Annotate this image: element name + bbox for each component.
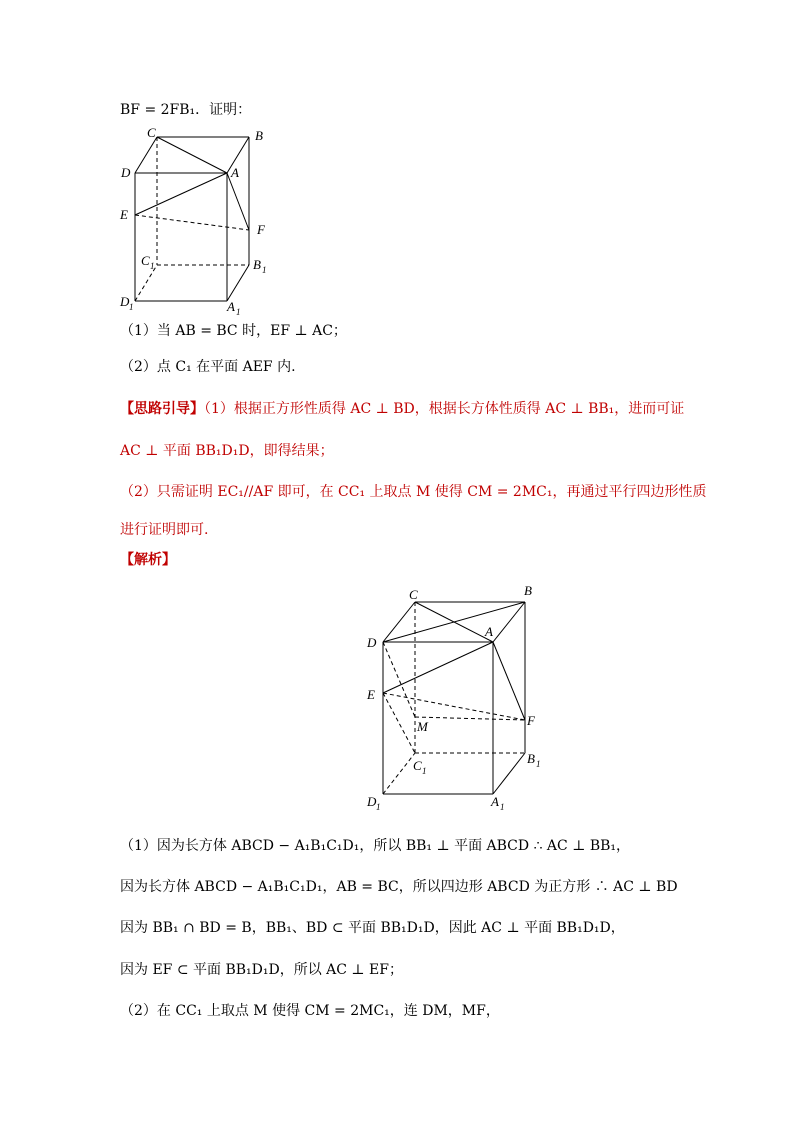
fig2-label-d: D xyxy=(367,635,377,650)
solution-line-2: 因为长方体 ABCD − A₁B₁C₁D₁，AB = BC，所以四边形 ABCD 为正方形 ∴ AC ⊥ BD xyxy=(120,879,678,895)
header-line: BF = 2FB₁．证明： xyxy=(120,102,252,118)
hint-line-1: 【思路引导】（1）根据正方形性质得 AC ⊥ BD，根据长方体性质得 AC ⊥ BB₁，进而可证 xyxy=(120,401,685,417)
fig1-label-a: A xyxy=(231,165,239,180)
fig2-label-e: E xyxy=(367,687,375,702)
figure-1 xyxy=(115,125,275,315)
fig2-label-c: C xyxy=(409,587,418,602)
fig2-label-f: F xyxy=(527,713,535,728)
solution-line-4: 因为 EF ⊂ 平面 BB₁D₁D，所以 AC ⊥ EF； xyxy=(120,962,403,978)
fig2-label-m: M xyxy=(417,719,428,734)
svg-text:1: 1 xyxy=(262,265,267,275)
svg-text:1: 1 xyxy=(500,802,505,812)
solution-line-3: 因为 BB₁ ∩ BD = B，BB₁、BD ⊂ 平面 BB₁D₁D，因此 AC ⊥ 平面 BB₁D₁D， xyxy=(120,920,625,936)
svg-text:1: 1 xyxy=(536,759,541,769)
fig1-label-a1: A xyxy=(227,299,235,314)
fig2-label-b: B xyxy=(524,583,532,598)
fig1-label-d1: D xyxy=(120,294,130,309)
fig1-label-b: B xyxy=(255,128,263,143)
fig1-label-d: D xyxy=(121,165,131,180)
svg-text:1: 1 xyxy=(129,302,134,312)
svg-text:1: 1 xyxy=(150,261,155,271)
hint-line-2: AC ⊥ 平面 BB₁D₁D，即得结果； xyxy=(120,443,334,459)
hint-tag: 【思路引导】 xyxy=(120,401,204,417)
hint-line-3: （2）只需证明 EC₁//AF 即可，在 CC₁ 上取点 M 使得 CM = 2MC₁，再通过平行四边形性质 xyxy=(120,484,707,500)
fig1-label-b1: B xyxy=(253,257,261,272)
figure-2 xyxy=(355,578,555,818)
svg-text:1: 1 xyxy=(422,766,427,776)
fig2-label-a1: A xyxy=(491,794,499,809)
fig2-label-d1: D xyxy=(367,794,377,809)
fig1-label-f: F xyxy=(257,222,265,237)
question-1: （1）当 AB = BC 时，EF ⊥ AC； xyxy=(120,323,347,339)
solution-line-5: （2）在 CC₁ 上取点 M 使得 CM = 2MC₁，连 DM，MF， xyxy=(120,1003,500,1019)
svg-text:1: 1 xyxy=(236,307,241,315)
question-2: （2）点 C₁ 在平面 AEF 内. xyxy=(120,359,296,375)
fig2-label-c1: C xyxy=(413,758,422,773)
svg-text:1: 1 xyxy=(376,802,381,812)
fig2-label-a: A xyxy=(485,624,493,639)
fig1-label-c: C xyxy=(147,125,156,140)
fig2-label-b1: B xyxy=(527,751,535,766)
analysis-tag: 【解析】 xyxy=(120,552,176,568)
hint-line-4: 进行证明即可. xyxy=(120,522,209,538)
solution-line-1: （1）因为长方体 ABCD − A₁B₁C₁D₁，所以 BB₁ ⊥ 平面 ABCD ∴ AC ⊥ BB₁， xyxy=(120,838,631,854)
fig1-label-c1: C xyxy=(141,253,150,268)
fig1-label-e: E xyxy=(120,207,128,222)
